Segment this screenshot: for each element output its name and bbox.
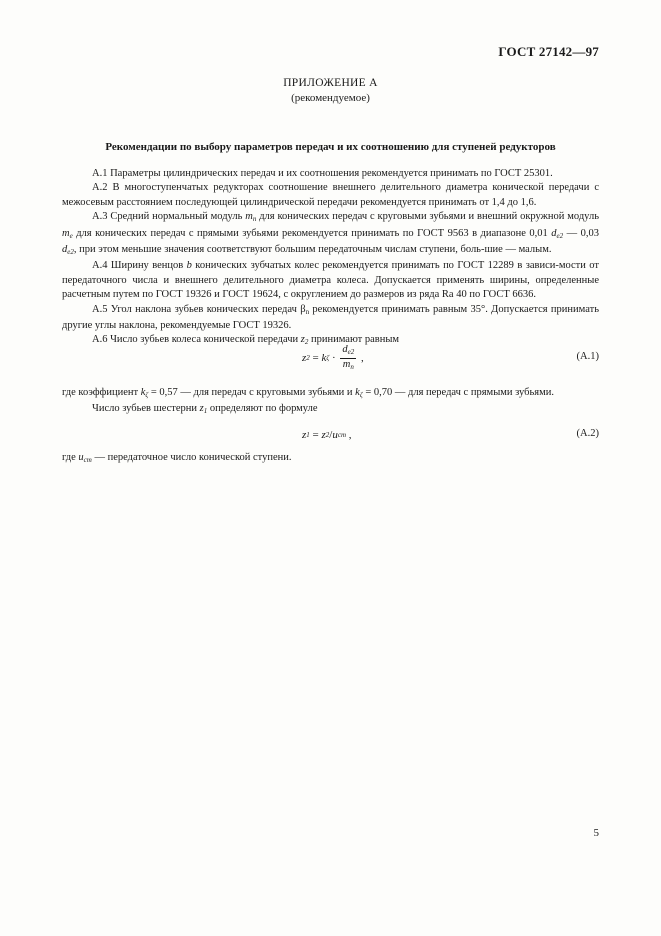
- equation-number-a2: (А.2): [576, 428, 599, 439]
- equation-number-a1: (А.1): [576, 351, 599, 362]
- paragraph-a5: А.5 Угол наклона зубьев конических передач $\beta_n$ рекомендуется принимать равным 35°. Допускается принимать другие углы наклона, рекомендуемые ГОСТ 19326.: [62, 303, 599, 332]
- appendix-subtitle: (рекомендуемое): [291, 92, 370, 104]
- appendix-title: ПРИЛОЖЕНИЕ А: [283, 77, 378, 89]
- paragraph-a4: А.4 Ширину венцов b конических зубчатых колес рекомендуется принимать по ГОСТ 12289 в зависи-мости от передаточного числа и внешнего делительного диаметра колеса. Допускается применять ширины, определенные расчетным путем по ГОСТ 19326 и ГОСТ 19624, с округлением до размеров из ряда Ra 40 по ГОСТ 6636.: [62, 260, 599, 301]
- formula-a1-expression: z 2 = k ζ · $\frac{d_{e2}}{m_n}$ ,: [302, 343, 364, 371]
- paragraph-a1: А.1 Параметры цилиндрических передач и их соотношения рекомендуется принимать по ГОСТ 25301.: [92, 168, 553, 179]
- page-number: 5: [593, 827, 599, 839]
- paragraph-a6: А.6 Число зубьев колеса конической передачи $z_2$ принимают равным: [92, 334, 400, 347]
- paragraph-a2: А.2 В многоступенчатых редукторах соотношение внешнего делительного диаметра конической передачи с межосевым расстоянием последующей цилиндрической передачи рекомендуется принимать от 1,4 до 1,6.: [62, 182, 599, 208]
- fraction: $\frac{d_{e2}}{m_n}$: [342, 343, 355, 371]
- doc-code: ГОСТ 27142—97: [498, 44, 599, 59]
- formula-a2: [62, 419, 599, 451]
- body-text: [62, 167, 599, 350]
- section-heading: Рекомендации по выбору параметров передач и их соотношению для ступеней редукторов: [105, 141, 556, 153]
- explanation-a1: [62, 386, 599, 419]
- ratio-note: где $u_{ст}$ — передаточное число конической ступени.: [62, 452, 292, 464]
- formula-a1: [62, 342, 599, 374]
- pinion-note: Число зубьев шестерни $z_1$ определяют по формуле: [92, 403, 318, 416]
- coefficient-note: где коэффициент $k_\zeta = 0,57$ — для передач с круговыми зубьями и $k_\zeta = 0,70$ — для передач с прямыми зубьями.: [62, 387, 555, 399]
- explanation-a2: [62, 451, 599, 467]
- formula-a2-expression: z 1 = z 2 / u ст ,: [302, 429, 352, 441]
- paragraph-a3: А.3 Средний нормальный модуль $m_n$ для конических передач с круговыми зубьями и внешний окружной модуль $m_e$ для конических передач с прямыми зубьями рекомендуется принимать по ГОСТ 9563 в диапазоне 0,01 $d_{e2}$ — 0,03 $d_{e2}$, при этом меньшие значения соответствуют большим передаточным числам ступени, боль-шие — малым.: [62, 211, 600, 257]
